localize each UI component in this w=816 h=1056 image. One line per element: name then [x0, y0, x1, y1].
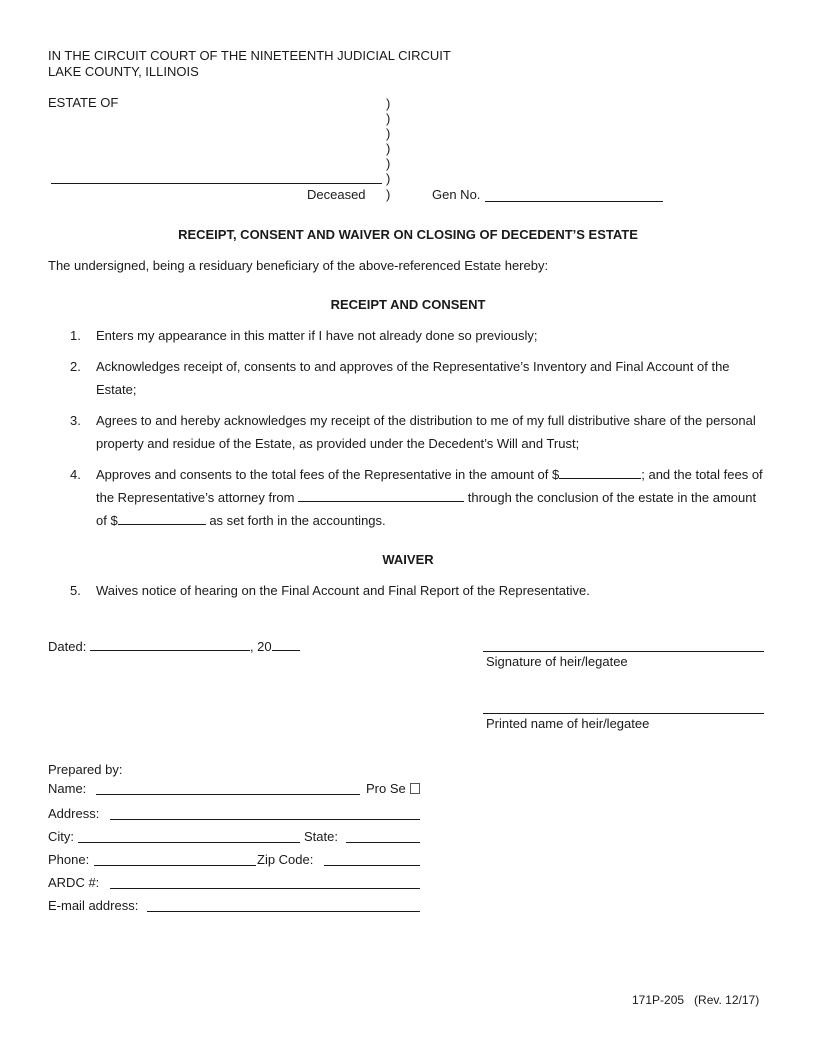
intro-text: The undersigned, being a residuary beneficiary of the above-referenced Estate hereby:	[48, 258, 549, 273]
email-label: E-mail address:	[48, 898, 139, 913]
item-text: through the conclusion of the estate in the amount	[467, 490, 757, 505]
item-number: 1.	[70, 328, 81, 343]
county-name: LAKE COUNTY, ILLINOIS	[48, 64, 199, 79]
address-label: Address:	[48, 806, 100, 821]
state-line[interactable]	[346, 842, 420, 843]
representative-fee-line[interactable]	[559, 466, 641, 479]
item-2	[70, 355, 770, 401]
item-text: as set forth in the accountings.	[209, 513, 386, 528]
item-number: 2.	[70, 359, 81, 374]
caption-paren: )	[386, 171, 391, 186]
prepared-by-label: Prepared by:	[48, 762, 123, 777]
caption-paren: )	[386, 141, 391, 156]
item-4	[70, 463, 770, 533]
phone-line[interactable]	[94, 865, 256, 866]
item-3	[70, 409, 770, 455]
signature-label: Signature of heir/legatee	[486, 654, 628, 669]
printed-name-label: Printed name of heir/legatee	[486, 716, 650, 731]
ardc-label: ARDC #:	[48, 875, 100, 890]
court-name: IN THE CIRCUIT COURT OF THE NINETEENTH JUDICIAL CIRCUIT	[48, 48, 451, 63]
zip-line[interactable]	[324, 865, 420, 866]
state-label: State:	[304, 829, 338, 844]
city-line[interactable]	[78, 842, 300, 843]
caption-paren: )	[386, 96, 391, 111]
form-title: RECEIPT, CONSENT AND WAIVER ON CLOSING OF DECEDENT’S ESTATE	[178, 227, 638, 242]
signature-line[interactable]	[483, 651, 764, 652]
dated-label: Dated:	[48, 639, 87, 654]
dated-line[interactable]	[90, 638, 250, 651]
attorney-from-date-line[interactable]	[298, 489, 464, 502]
waiver-heading: WAIVER	[382, 552, 434, 567]
year-line[interactable]	[272, 638, 300, 651]
caption-paren: )	[386, 126, 391, 141]
name-line[interactable]	[96, 794, 360, 795]
receipt-consent-heading: RECEIPT AND CONSENT	[330, 297, 486, 312]
dated-year-prefix: , 20	[249, 639, 272, 654]
item-number: 5.	[70, 583, 81, 598]
zip-label: Zip Code:	[257, 852, 314, 867]
attorney-fee-line[interactable]	[118, 512, 206, 525]
decedent-name-line[interactable]	[51, 183, 382, 184]
pro-se-label: Pro Se	[366, 781, 406, 796]
dated-row	[48, 638, 300, 654]
item-text: Approves and consents to the total fees of the Representative in the amount of $	[96, 467, 560, 482]
item-text: the Representative’s attorney from	[96, 490, 295, 505]
printed-name-line[interactable]	[483, 713, 764, 714]
item-text: of $	[96, 513, 118, 528]
item-number: 3.	[70, 413, 81, 428]
phone-label: Phone:	[48, 852, 90, 867]
pro-se-checkbox[interactable]	[410, 783, 420, 794]
item-text: Waives notice of hearing on the Final Account and Final Report of the Representative.	[96, 583, 590, 598]
city-label: City:	[48, 829, 74, 844]
email-line[interactable]	[147, 911, 420, 912]
item-text-line: property and residue of the Estate, as provided under the Decedent’s Will and Trust;	[96, 436, 580, 451]
item-text-line: Agrees to and hereby acknowledges my receipt of the distribution to me of my full distributive share of the personal	[96, 413, 756, 428]
deceased-label: Deceased	[307, 187, 366, 202]
caption-paren: )	[386, 111, 391, 126]
gen-no-label: Gen No.	[432, 187, 481, 202]
ardc-line[interactable]	[110, 888, 420, 889]
item-text: ; and the total fees of	[641, 467, 763, 482]
caption-paren: )	[386, 187, 391, 202]
form-number: 171P-205 (Rev. 12/17)	[632, 993, 760, 1007]
caption-paren: )	[386, 156, 391, 171]
pro-se-row	[366, 781, 420, 796]
address-line[interactable]	[110, 819, 420, 820]
item-text-line: Acknowledges receipt of, consents to and approves of the Representative’s Inventory and Final Account of the	[96, 359, 730, 374]
item-text: Enters my appearance in this matter if I have not already done so previously;	[96, 328, 538, 343]
name-label: Name:	[48, 781, 87, 796]
estate-of-label: ESTATE OF	[48, 95, 119, 110]
gen-no-line[interactable]	[485, 201, 663, 202]
item-number: 4.	[70, 467, 81, 482]
item-text-line: Estate;	[96, 382, 137, 397]
